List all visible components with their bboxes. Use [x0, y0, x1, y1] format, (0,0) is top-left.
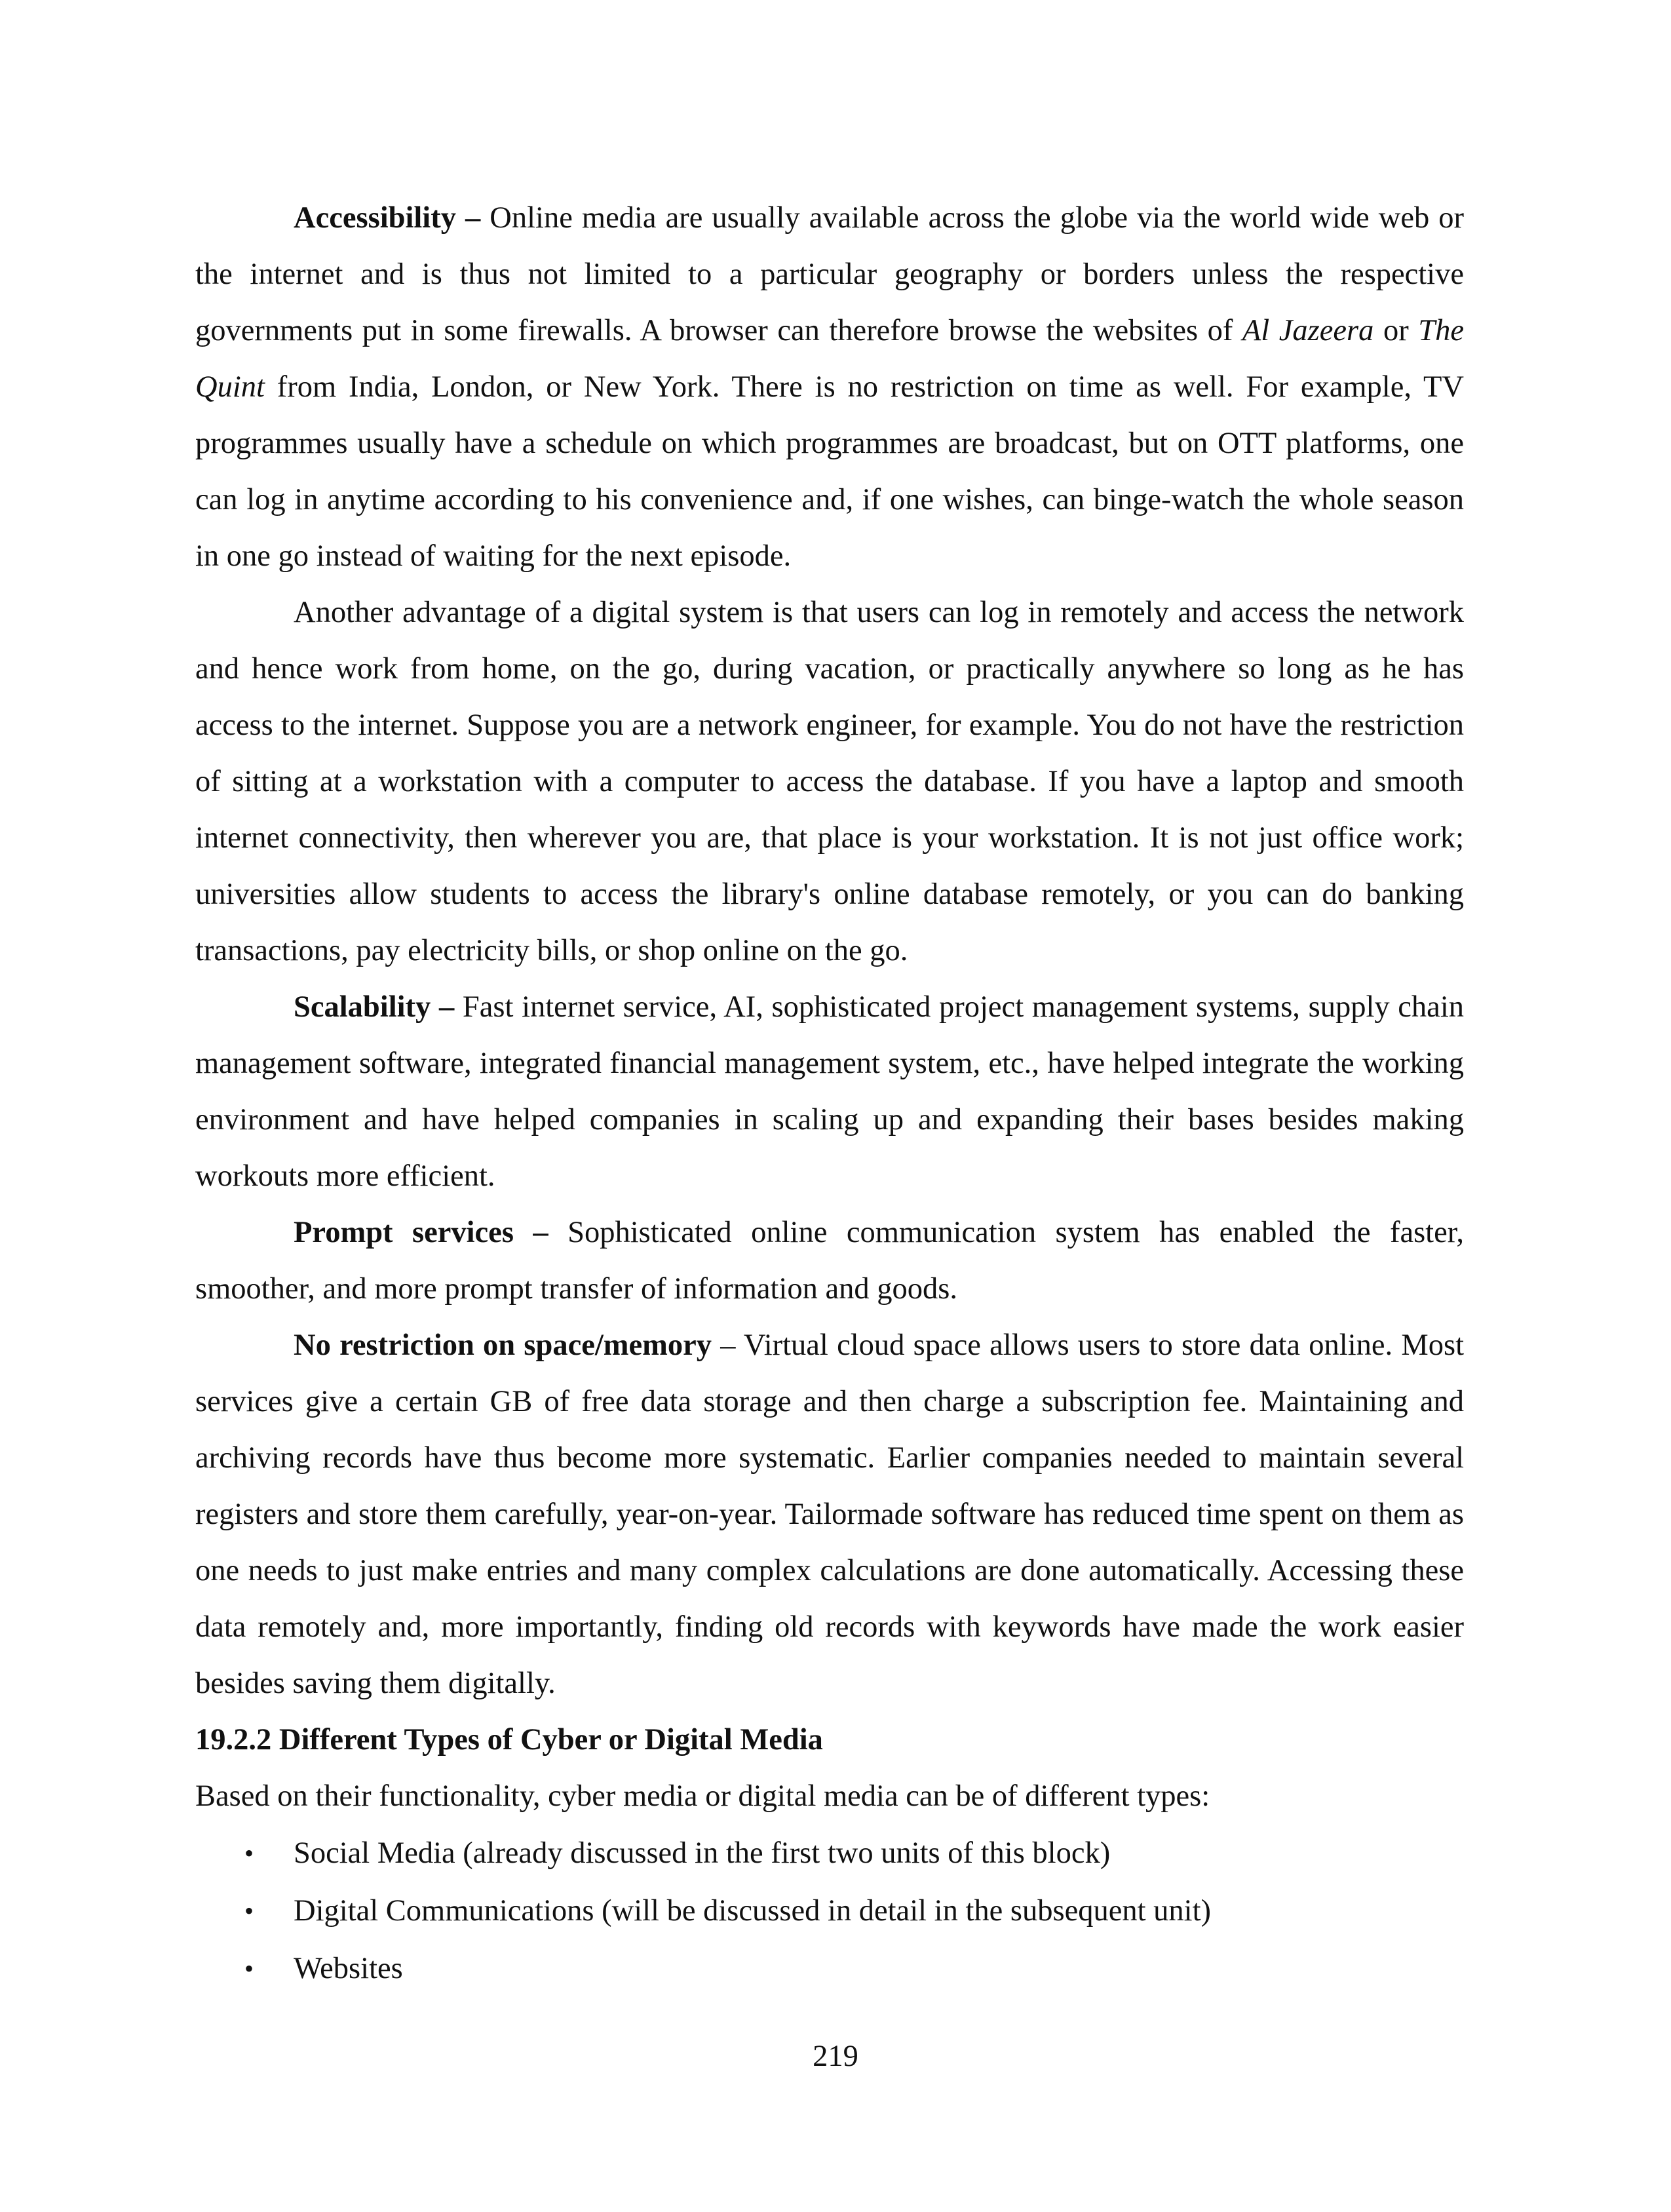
page-number: 219: [813, 2040, 858, 2073]
section-intro: Based on their functionality, cyber media or digital media can be of different types:: [195, 1779, 1210, 1813]
bullet-icon: •: [244, 1954, 254, 1983]
page-content: [195, 190, 1464, 1998]
paragraph-accessibility: [195, 190, 1464, 585]
paragraph-scalability: [195, 979, 1464, 1205]
section-heading: 19.2.2 Different Types of Cyber or Digital Media: [195, 1723, 823, 1756]
paragraph-remote-access: Another advantage of a digital system is that users can log in remotely and access the network and hence work from home, on the go, during vacation, or practically anywhere so long as he has access to the internet. Suppose you are a network engineer, for example. You do not have the restriction of sitting at a workstation with a computer to access the database. If you have a laptop and smooth internet connectivity, then wherever you are, that place is your workstation. It is not just office work; universities allow students to access the library's online database remotely, or you can do banking transactions, pay electricity bills, or shop online on the go.: [195, 596, 1464, 967]
list-item: [195, 1882, 1464, 1940]
paragraph-text: Fast internet service, AI, sophisticated project management systems, supply chain management software, integrated financial management system, etc., have helped integrate the working environment and have helped companies in scaling up and expanding their bases besides making workouts more efficient.: [195, 990, 1464, 1193]
paragraph-text: Sophisticated online communication system has enabled the faster, smoother, and more prompt transfer of information and goods.: [195, 1216, 1464, 1306]
italic-publication-name: The Quint: [195, 314, 1464, 404]
italic-publication-name: Al Jazeera: [1242, 314, 1374, 347]
term-accessibility: Accessibility –: [294, 201, 481, 235]
term-scalability: Scalability –: [294, 990, 455, 1024]
bullet-icon: •: [244, 1896, 254, 1926]
paragraph-no-restriction: [195, 1317, 1464, 1712]
list-item-text: Websites: [294, 1952, 403, 1985]
media-types-list: [195, 1825, 1464, 1998]
list-item-text: Social Media (already discussed in the first two units of this block): [294, 1836, 1111, 1870]
paragraph-text: Online media are usually available across the globe via the world wide web or the internet and is thus not limited to a particular geography or borders unless the respective governments put in some firewalls. A browser can therefore browse the websites of: [195, 201, 1464, 347]
list-item: [195, 1825, 1464, 1882]
list-item-text: Digital Communications (will be discussed in detail in the subsequent unit): [294, 1894, 1211, 1928]
list-item: [195, 1940, 1464, 1998]
term-prompt-services: Prompt services –: [294, 1216, 548, 1249]
paragraph-prompt-services: [195, 1205, 1464, 1317]
term-no-restriction: No restriction on space/memory: [294, 1329, 712, 1362]
paragraph-text: or: [1373, 314, 1419, 347]
paragraph-text: – Virtual cloud space allows users to store data online. Most services give a certain GB of free data storage and then charge a subscription fee. Maintaining and archiving records have thus become more systematic. Earlier companies needed to maintain several registers and store them carefully, year-on-year. Tailormade software has reduced time spent on them as one needs to just make entries and many complex calculations are done automatically. Accessing these data remotely and, more importantly, finding old records with keywords have made the work easier besides saving them digitally.: [195, 1329, 1465, 1700]
paragraph-text: from India, London, or New York. There is no restriction on time as well. For example, TV programmes usually have a schedule on which programmes are broadcast, but on OTT platforms, one can log in anytime according to his convenience and, if one wishes, can binge-watch the whole season in one go instead of waiting for the next episode.: [195, 370, 1464, 573]
bullet-icon: •: [244, 1838, 254, 1868]
